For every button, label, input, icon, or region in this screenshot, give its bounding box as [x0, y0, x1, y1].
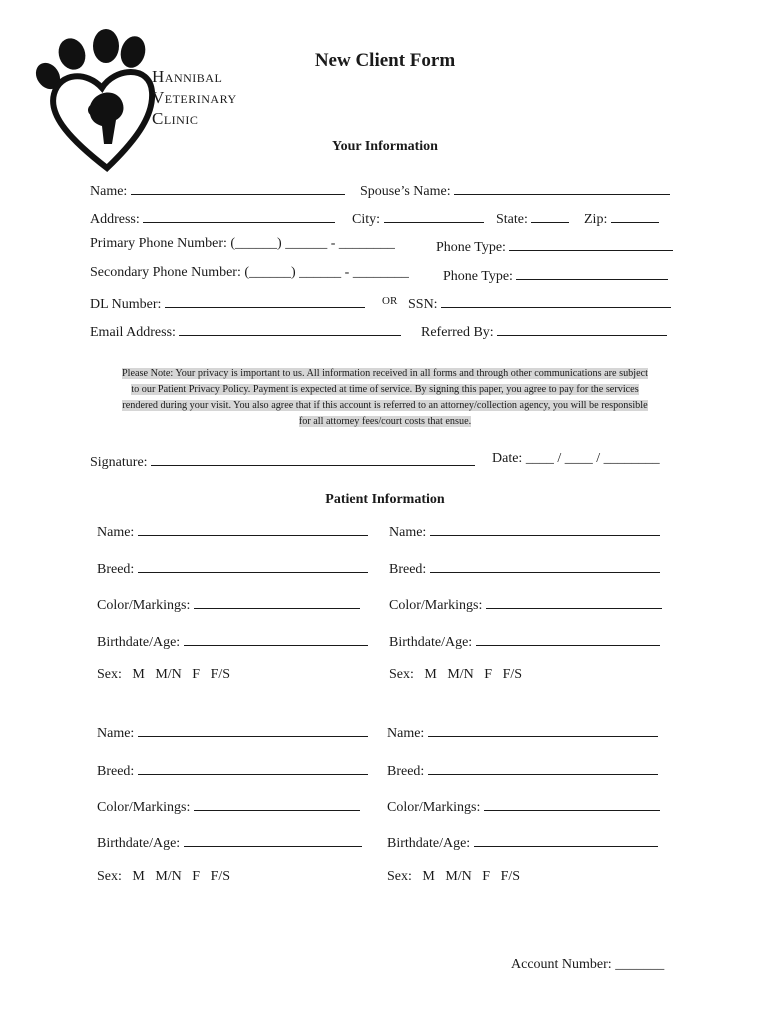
referred-by-label: Referred By: [421, 325, 494, 340]
referred-by-field[interactable] [497, 321, 667, 336]
row-dl [90, 293, 680, 313]
account-number[interactable]: Account Number: _______ [511, 957, 665, 972]
patient1-sex[interactable]: Sex: M M/N F F/S [97, 667, 231, 682]
secondary-phone-type-label: Phone Type: [443, 269, 513, 284]
patient4-breed-label: Breed: [387, 764, 425, 779]
row-primary-phone [90, 236, 680, 256]
patient1-name [97, 521, 368, 541]
patient2-name [389, 521, 660, 541]
clinic-name [152, 66, 237, 129]
address-field[interactable] [143, 208, 335, 223]
primary-phone-field[interactable]: Primary Phone Number: (______) ______ - ________ [90, 236, 395, 251]
patient1-color-label: Color/Markings: [97, 598, 191, 613]
signature-label: Signature: [90, 455, 148, 470]
patient1-birth-field[interactable] [184, 631, 368, 646]
patient1-birth-label: Birthdate/Age: [97, 635, 181, 650]
patient4-birth-field[interactable] [474, 832, 658, 847]
state-field[interactable] [531, 208, 569, 223]
clinic-name-line2: Veterinary [152, 88, 237, 107]
patient4-breed-field[interactable] [428, 760, 658, 775]
patient2-birth-field[interactable] [476, 631, 660, 646]
patient4-name [387, 722, 658, 742]
signature-field[interactable] [151, 451, 475, 466]
patient2-sex[interactable]: Sex: M M/N F F/S [389, 667, 523, 682]
patient2-breed-label: Breed: [389, 562, 427, 577]
city-label: City: [352, 212, 381, 227]
phone-type-field[interactable] [509, 236, 673, 251]
zip-label: Zip: [584, 212, 608, 227]
patient3-name-label: Name: [97, 726, 135, 741]
privacy-note-line3: rendered during your visit. You also agree that if this account is referred to an attorney/collection agency, you will be responsible [122, 400, 648, 411]
patient4-color-label: Color/Markings: [387, 800, 481, 815]
patient4-birth [387, 832, 658, 852]
patient3-color-label: Color/Markings: [97, 800, 191, 815]
date-field[interactable]: Date: ____ / ____ / ________ [492, 451, 660, 466]
address-label: Address: [90, 212, 140, 227]
patient4-breed [387, 760, 658, 780]
phone-type-label: Phone Type: [436, 240, 506, 255]
patient3-color-field[interactable] [194, 796, 360, 811]
your-info-heading: Your Information [332, 139, 438, 154]
row-secondary-phone [90, 265, 680, 285]
spouse-name-field[interactable] [454, 180, 670, 195]
patient1-breed [97, 558, 368, 578]
dl-field[interactable] [165, 293, 365, 308]
clinic-name-line3: Clinic [152, 109, 199, 128]
privacy-note-line1: Please Note: Your privacy is important to us. All information received in all forms and through other communications are subject [122, 368, 648, 379]
patient3-birth-label: Birthdate/Age: [97, 836, 181, 851]
state-label: State: [496, 212, 528, 227]
form-title: New Client Form [314, 50, 456, 71]
clinic-name-line1: Hannibal [152, 67, 223, 86]
patient-info-heading: Patient Information [325, 492, 445, 507]
patient4-name-label: Name: [387, 726, 425, 741]
patient3-breed-label: Breed: [97, 764, 135, 779]
dog-silhouette [90, 92, 124, 144]
privacy-note [93, 366, 677, 430]
ssn-field[interactable] [441, 293, 671, 308]
privacy-note-line4: for all attorney fees/court costs that ensue. [298, 416, 472, 427]
patient1-name-field[interactable] [138, 521, 368, 536]
patient4-birth-label: Birthdate/Age: [387, 836, 471, 851]
patient3-birth [97, 832, 362, 852]
email-label: Email Address: [90, 325, 176, 340]
privacy-note-line2: to our Patient Privacy Policy. Payment is expected at time of service. By signing this paper, you agree to pay for the services [131, 384, 639, 395]
dl-label: DL Number: [90, 297, 162, 312]
email-field[interactable] [179, 321, 401, 336]
row-email [90, 321, 680, 341]
secondary-phone-field[interactable]: Secondary Phone Number: (______) ______ - ________ [90, 265, 409, 280]
zip-field[interactable] [611, 208, 659, 223]
name-label: Name: [90, 184, 128, 199]
patient4-sex[interactable]: Sex: M M/N F F/S [387, 869, 521, 884]
patient1-name-label: Name: [97, 525, 135, 540]
patient3-color [97, 796, 360, 816]
patient2-birth-label: Birthdate/Age: [389, 635, 473, 650]
spouse-name-label: Spouse’s Name: [360, 184, 451, 199]
secondary-phone-type-field[interactable] [516, 265, 668, 280]
patient3-name [97, 722, 368, 742]
patient2-color [389, 594, 662, 614]
patient3-birth-field[interactable] [184, 832, 362, 847]
patient2-name-field[interactable] [430, 521, 660, 536]
patient4-name-field[interactable] [428, 722, 658, 737]
patient1-breed-field[interactable] [138, 558, 368, 573]
city-field[interactable] [384, 208, 484, 223]
patient2-birth [389, 631, 660, 651]
patient1-breed-label: Breed: [97, 562, 135, 577]
patient3-name-field[interactable] [138, 722, 368, 737]
ssn-label: SSN: [408, 297, 438, 312]
row-address [90, 208, 680, 228]
row-signature [90, 451, 680, 471]
patient1-color [97, 594, 360, 614]
patient3-breed [97, 760, 368, 780]
patient1-color-field[interactable] [194, 594, 360, 609]
patient2-color-field[interactable] [486, 594, 662, 609]
patient2-name-label: Name: [389, 525, 427, 540]
patient3-breed-field[interactable] [138, 760, 368, 775]
patient3-sex[interactable]: Sex: M M/N F F/S [97, 869, 231, 884]
patient4-color-field[interactable] [484, 796, 660, 811]
patient2-breed [389, 558, 660, 578]
patient2-breed-field[interactable] [430, 558, 660, 573]
patient2-color-label: Color/Markings: [389, 598, 483, 613]
or-label: OR [382, 295, 398, 307]
patient4-color [387, 796, 660, 816]
row-name [90, 180, 680, 200]
name-field[interactable] [131, 180, 345, 195]
patient1-birth [97, 631, 368, 651]
